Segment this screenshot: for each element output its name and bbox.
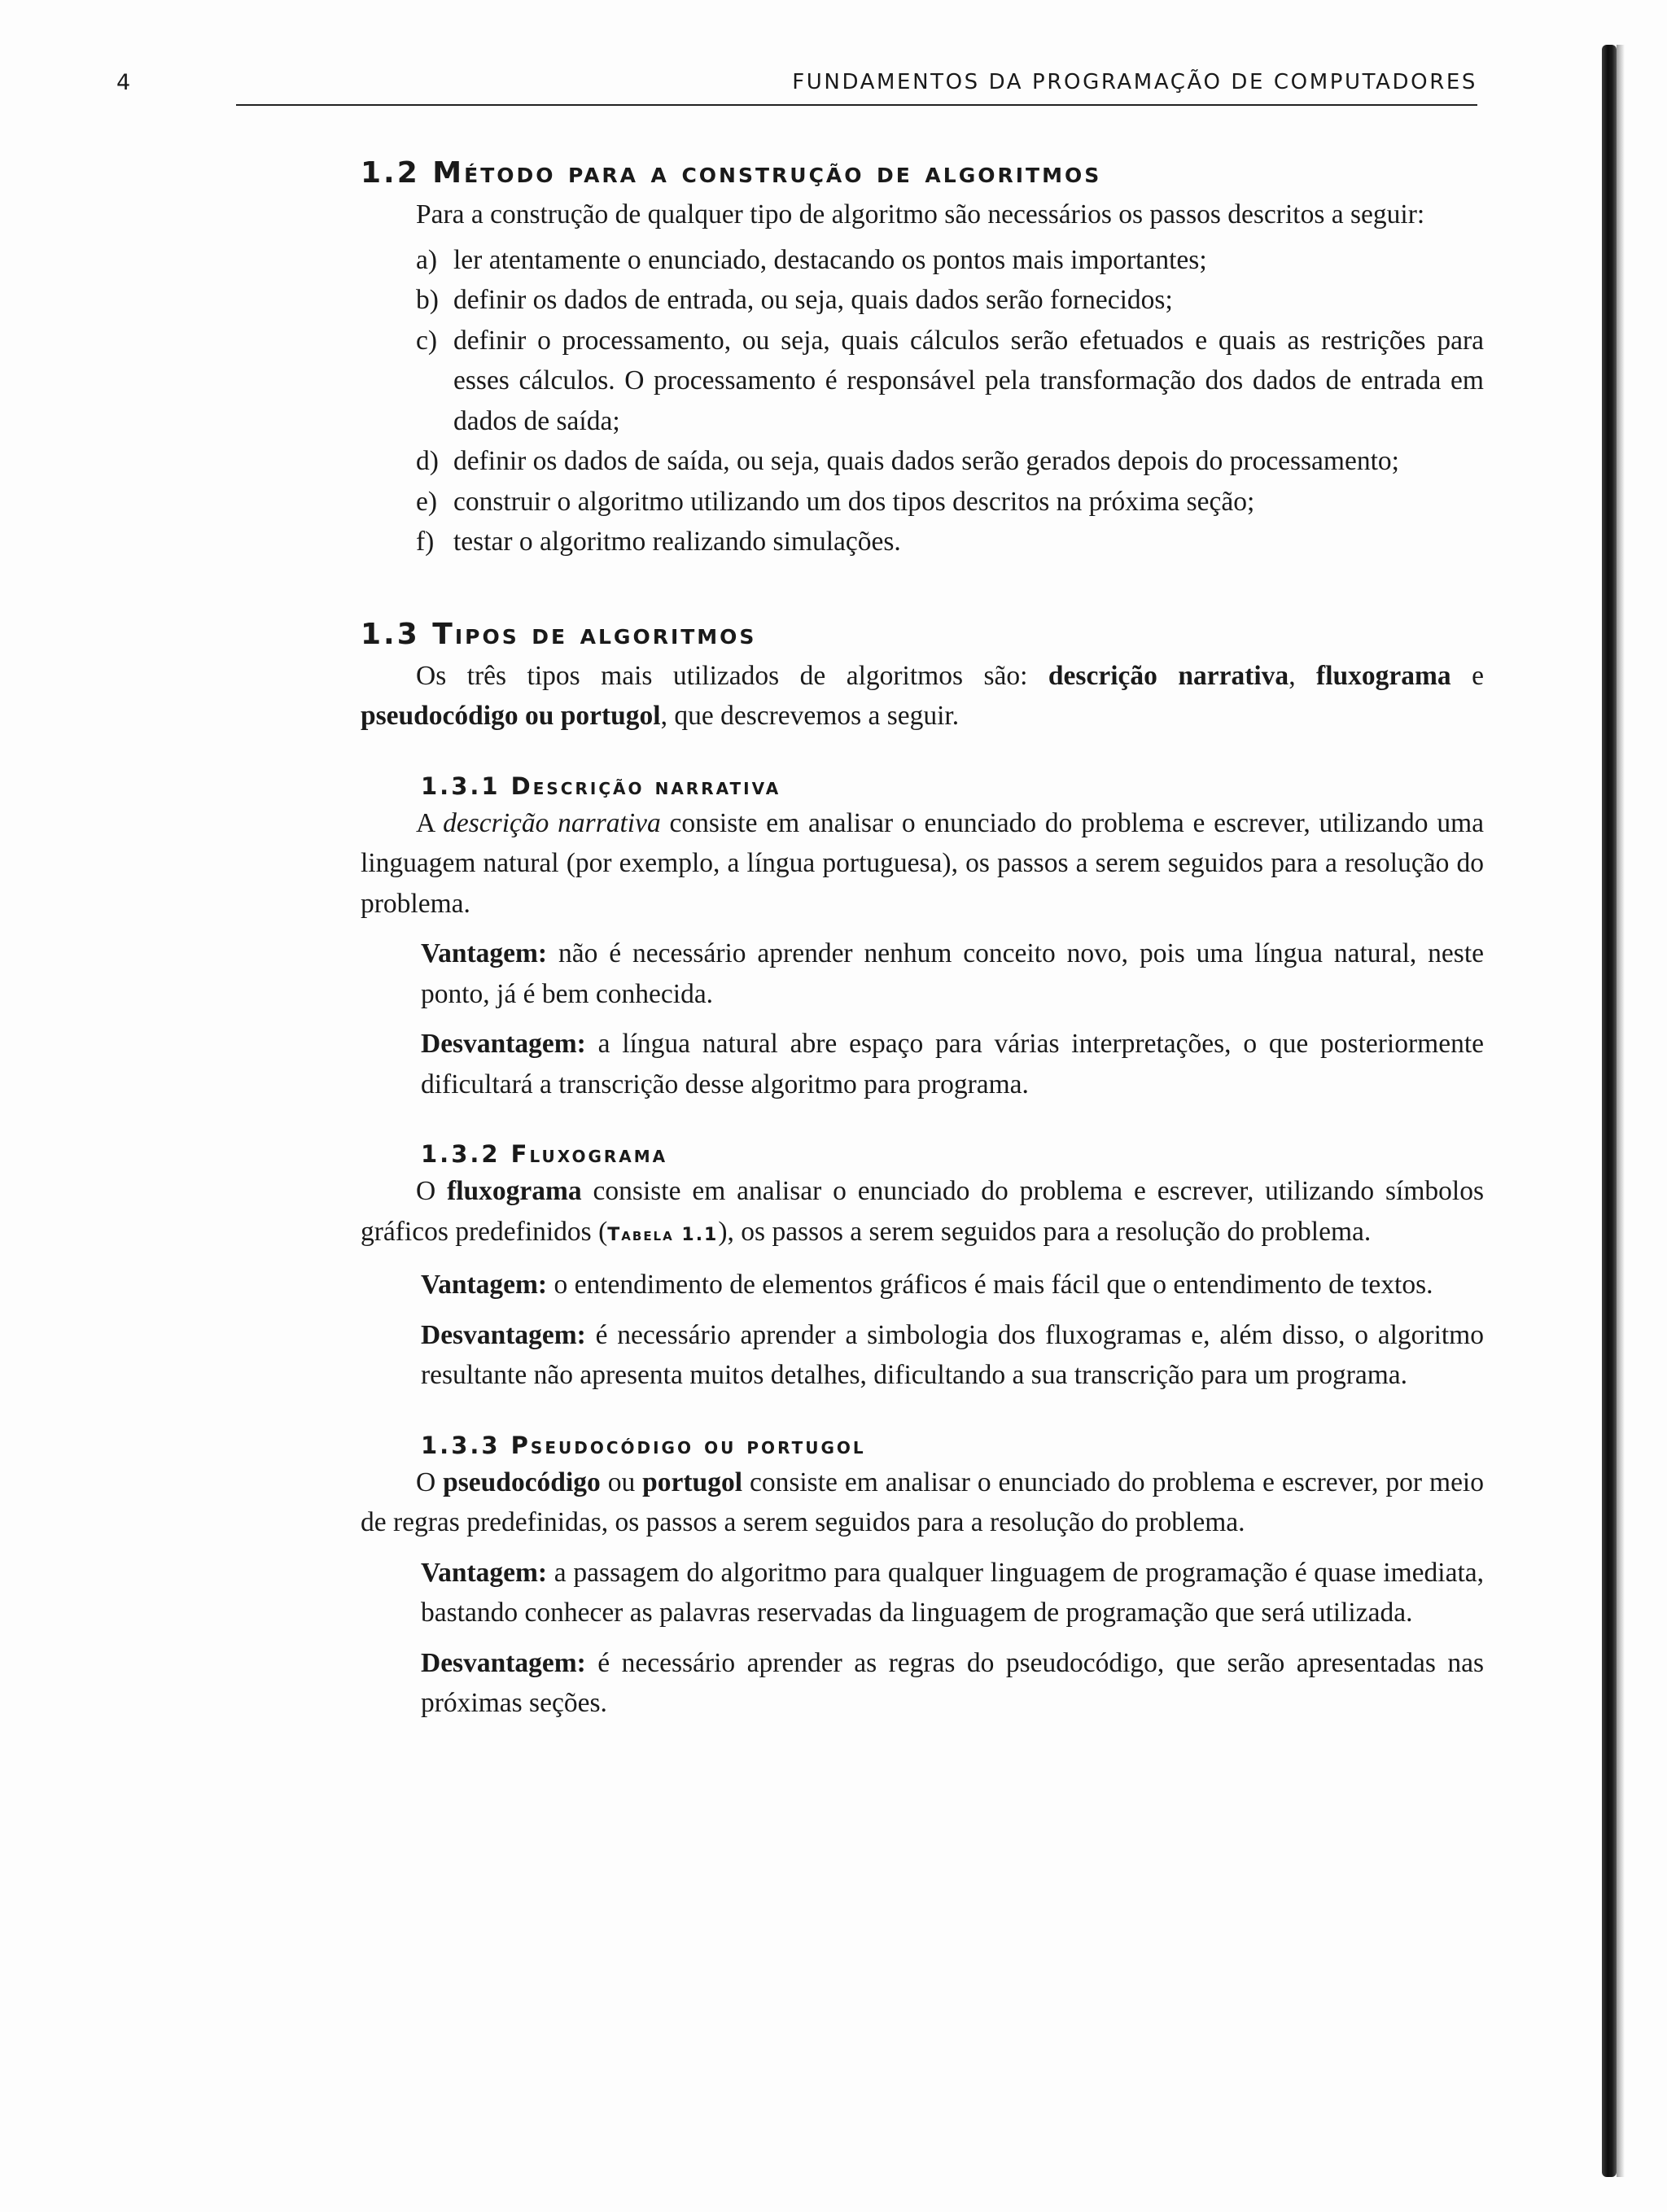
advantage-label: Vantagem: [421, 1557, 548, 1588]
type-narrative: descrição narrativa [1048, 660, 1289, 691]
section-1-3-intro [361, 656, 1484, 737]
advantage-label: Vantagem: [421, 1270, 548, 1300]
subsection-heading-1-3-3: 1.3.3 Pseudocódigo ou portugol [421, 1431, 866, 1459]
list-item-text: definir os dados de entrada, ou seja, quais dados serão fornecidos; [453, 285, 1173, 315]
scan-binding-shadow [1602, 45, 1617, 2177]
separator: , [1289, 660, 1317, 691]
steps-list [361, 240, 1484, 562]
subsection-heading-1-3-1: 1.3.1 Descrição narrativa [421, 772, 781, 800]
disadvantage-label: Desvantagem: [421, 1029, 586, 1059]
section-1-2-intro: Para a construção de qualquer tipo de algoritmo são necessários os passos descritos a seguir: [416, 199, 1425, 230]
disadvantage-text: a língua natural abre espaço para várias interpretações, o que posteriormente dificultará a transcrição desse algoritmo para programa. [421, 1029, 1484, 1099]
list-item [361, 482, 1484, 522]
narrative-definition [361, 803, 1484, 925]
narrative-disadvantage [361, 1024, 1484, 1104]
definition-text-end: ), os passos a serem seguidos para a resolução do problema. [718, 1216, 1372, 1247]
flowchart-disadvantage [361, 1315, 1484, 1396]
list-marker: b) [416, 285, 439, 315]
list-item [361, 321, 1484, 442]
disadvantage-label: Desvantagem: [421, 1647, 586, 1678]
section-heading-1-3: 1.3 Tipos de algoritmos [361, 617, 757, 651]
disadvantage-text: é necessário aprender as regras do pseudocódigo, que serão apresentadas nas próximas seções. [421, 1647, 1484, 1718]
disadvantage-text: é necessário aprender a simbologia dos fluxogramas e, além disso, o algoritmo resultante não apresenta muitos detalhes, dificultando a sua transcrição para um programa. [421, 1319, 1484, 1390]
term-flowchart: fluxograma [447, 1176, 582, 1206]
list-item-text: construir o algoritmo utilizando um dos tipos descritos na próxima seção; [453, 486, 1255, 517]
term-portugol: portugol [642, 1467, 743, 1497]
narrative-advantage [361, 933, 1484, 1014]
running-head-title: FUNDAMENTOS DA PROGRAMAÇÃO DE COMPUTADORES [792, 70, 1477, 94]
list-item-text: definir o processamento, ou seja, quais cálculos serão efetuados e quais as restrições para esses cálculos. O processamento é responsável pela transformação dos dados de entrada em dados de saída; [453, 325, 1484, 436]
flowchart-definition [361, 1171, 1484, 1255]
list-item [361, 522, 1484, 562]
list-marker: d) [416, 446, 439, 476]
flowchart-advantage [361, 1265, 1484, 1305]
header-rule [236, 104, 1477, 106]
lead-text: A [416, 807, 444, 838]
list-marker: e) [416, 486, 438, 517]
connector-text: ou [600, 1467, 643, 1497]
definition-text: consiste em analisar o enunciado do problema e escrever, utilizando símbolos gráficos predefinidos ( [361, 1176, 1484, 1247]
subsection-heading-1-3-2: 1.3.2 Fluxograma [421, 1140, 668, 1168]
term-pseudocode: pseudocódigo [443, 1467, 601, 1497]
type-flowchart: fluxograma [1316, 660, 1451, 691]
pseudocode-advantage [361, 1553, 1484, 1633]
advantage-label: Vantagem: [421, 938, 548, 968]
list-item-text: testar o algoritmo realizando simulações. [453, 527, 901, 557]
disadvantage-label: Desvantagem: [421, 1319, 586, 1350]
advantage-text: o entendimento de elementos gráficos é mais fácil que o entendimento de textos. [547, 1270, 1433, 1300]
definition-text: consiste em analisar o enunciado do problema e escrever, utilizando uma linguagem natural (por exemplo, a língua portuguesa), os passos a serem seguidos para a resolução do problema. [361, 807, 1484, 919]
definition-text: consiste em analisar o enunciado do problema e escrever, por meio de regras predefinidas, os passos a serem seguidos para a resolução do problema. [361, 1467, 1484, 1537]
list-item [361, 441, 1484, 482]
pseudocode-disadvantage [361, 1643, 1484, 1724]
list-marker: a) [416, 244, 438, 275]
separator: e [1450, 660, 1485, 691]
lead-text: O [416, 1467, 444, 1497]
advantage-text: a passagem do algoritmo para qualquer linguagem de programação é quase imediata, bastando conhecer as palavras reservadas da linguagem de programação que será utilizada. [421, 1557, 1484, 1628]
page-body [361, 151, 1484, 1724]
list-marker: c) [416, 325, 438, 356]
advantage-text: não é necessário aprender nenhum conceito novo, pois uma língua natural, neste ponto, já é bem conhecida. [421, 938, 1484, 1009]
term-narrative: descrição narrativa [443, 807, 661, 838]
section-heading-1-2: 1.2 Método para a construção de algoritmos [361, 156, 1102, 190]
list-item-text: definir os dados de saída, ou seja, quais dados serão gerados depois do processamento; [453, 446, 1399, 476]
type-pseudocode: pseudocódigo ou portugol [361, 701, 661, 731]
scan-binding-fade [1617, 45, 1625, 2177]
list-marker: f) [416, 527, 435, 557]
list-item-text: ler atentamente o enunciado, destacando os pontos mais importantes; [453, 244, 1207, 275]
pseudocode-definition [361, 1462, 1484, 1543]
list-item [361, 280, 1484, 321]
table-reference: Tabela 1.1 [607, 1224, 719, 1245]
page-number: 4 [116, 70, 132, 95]
intro-text: Os três tipos mais utilizados de algoritmos são: [416, 660, 1048, 691]
list-item [361, 240, 1484, 281]
lead-text: O [416, 1176, 448, 1206]
intro-text-end: , que descrevemos a seguir. [660, 701, 960, 731]
